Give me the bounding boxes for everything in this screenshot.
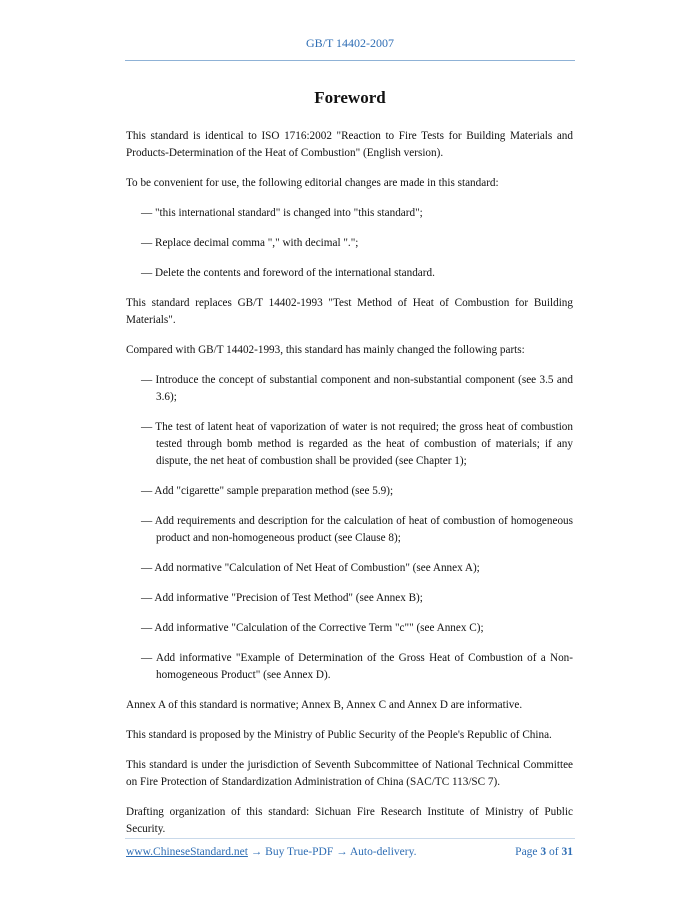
header-divider: [125, 60, 575, 61]
list-item: — The test of latent heat of vaporization of water is not required; the gross heat of combustion tested through bomb method is regarded as the heat of combustion of materials; if any dispute, the net heat of combustion shall be provided (see Chapter 1);: [141, 421, 573, 467]
paragraph-replaces: This standard replaces GB/T 14402-1993 "Test Method of Heat of Combustion for Building Materials".: [126, 297, 573, 326]
header-standard-id: GB/T 14402-2007: [305, 36, 395, 50]
list-item: — Delete the contents and foreword of the international standard.: [141, 267, 435, 279]
page-current: 3: [540, 846, 547, 858]
page-total: 31: [561, 846, 573, 858]
paragraph-editorial-intro: To be convenient for use, the following editorial changes are made in this standard:: [126, 177, 499, 189]
page-footer: [126, 846, 573, 858]
foreword-body: [126, 128, 573, 851]
paragraph-changes-intro: Compared with GB/T 14402-1993, this standard has mainly changed the following parts:: [126, 344, 525, 356]
page-of-label: of: [549, 846, 559, 858]
page-indicator: [515, 846, 573, 858]
list-item: — Replace decimal comma "," with decimal ".";: [141, 237, 359, 249]
paragraph-identical: This standard is identical to ISO 1716:2002 "Reaction to Fire Tests for Building Materials and Products-Determination of the Heat of Combustion" (English version).: [126, 130, 573, 159]
footer-promo-text: → Buy True-PDF → Auto-delivery.: [247, 846, 417, 858]
paragraph-annex-status: Annex A of this standard is normative; Annex B, Annex C and Annex D are informative.: [126, 699, 523, 711]
list-item: — Add "cigarette" sample preparation method (see 5.9);: [141, 485, 394, 497]
page-label: Page: [515, 846, 538, 858]
list-item: — Add informative "Example of Determination of the Gross Heat of Combustion of a Non-homogeneous Product" (see Annex D).: [141, 652, 573, 681]
list-item: — "this international standard" is changed into "this standard";: [141, 207, 423, 219]
paragraph-jurisdiction: This standard is under the jurisdiction of Seventh Subcommittee of National Technical Committee on Fire Protection of Standardization Administration of China (SAC/TC 113/SC 7).: [126, 759, 573, 788]
list-item: — Add requirements and description for the calculation of heat of combustion of homogeneous product and non-homogeneous product (see Clause 8);: [141, 515, 573, 544]
paragraph-drafting-org: Drafting organization of this standard: Sichuan Fire Research Institute of Ministry of Public Security.: [126, 806, 573, 835]
page-title: Foreword: [314, 88, 386, 107]
paragraph-proposed-by: This standard is proposed by the Ministry of Public Security of the People's Republic of China.: [126, 729, 552, 741]
list-item: — Add informative "Precision of Test Method" (see Annex B);: [141, 592, 423, 604]
chinese-standard-link[interactable]: www.ChineseStandard.net: [126, 846, 248, 858]
list-item: — Add normative "Calculation of Net Heat of Combustion" (see Annex A);: [141, 562, 480, 574]
list-item: — Add informative "Calculation of the Corrective Term "c"" (see Annex C);: [141, 622, 484, 634]
footer-divider: [125, 838, 575, 839]
list-item: — Introduce the concept of substantial component and non-substantial component (see 3.5 and 3.6);: [141, 374, 573, 403]
